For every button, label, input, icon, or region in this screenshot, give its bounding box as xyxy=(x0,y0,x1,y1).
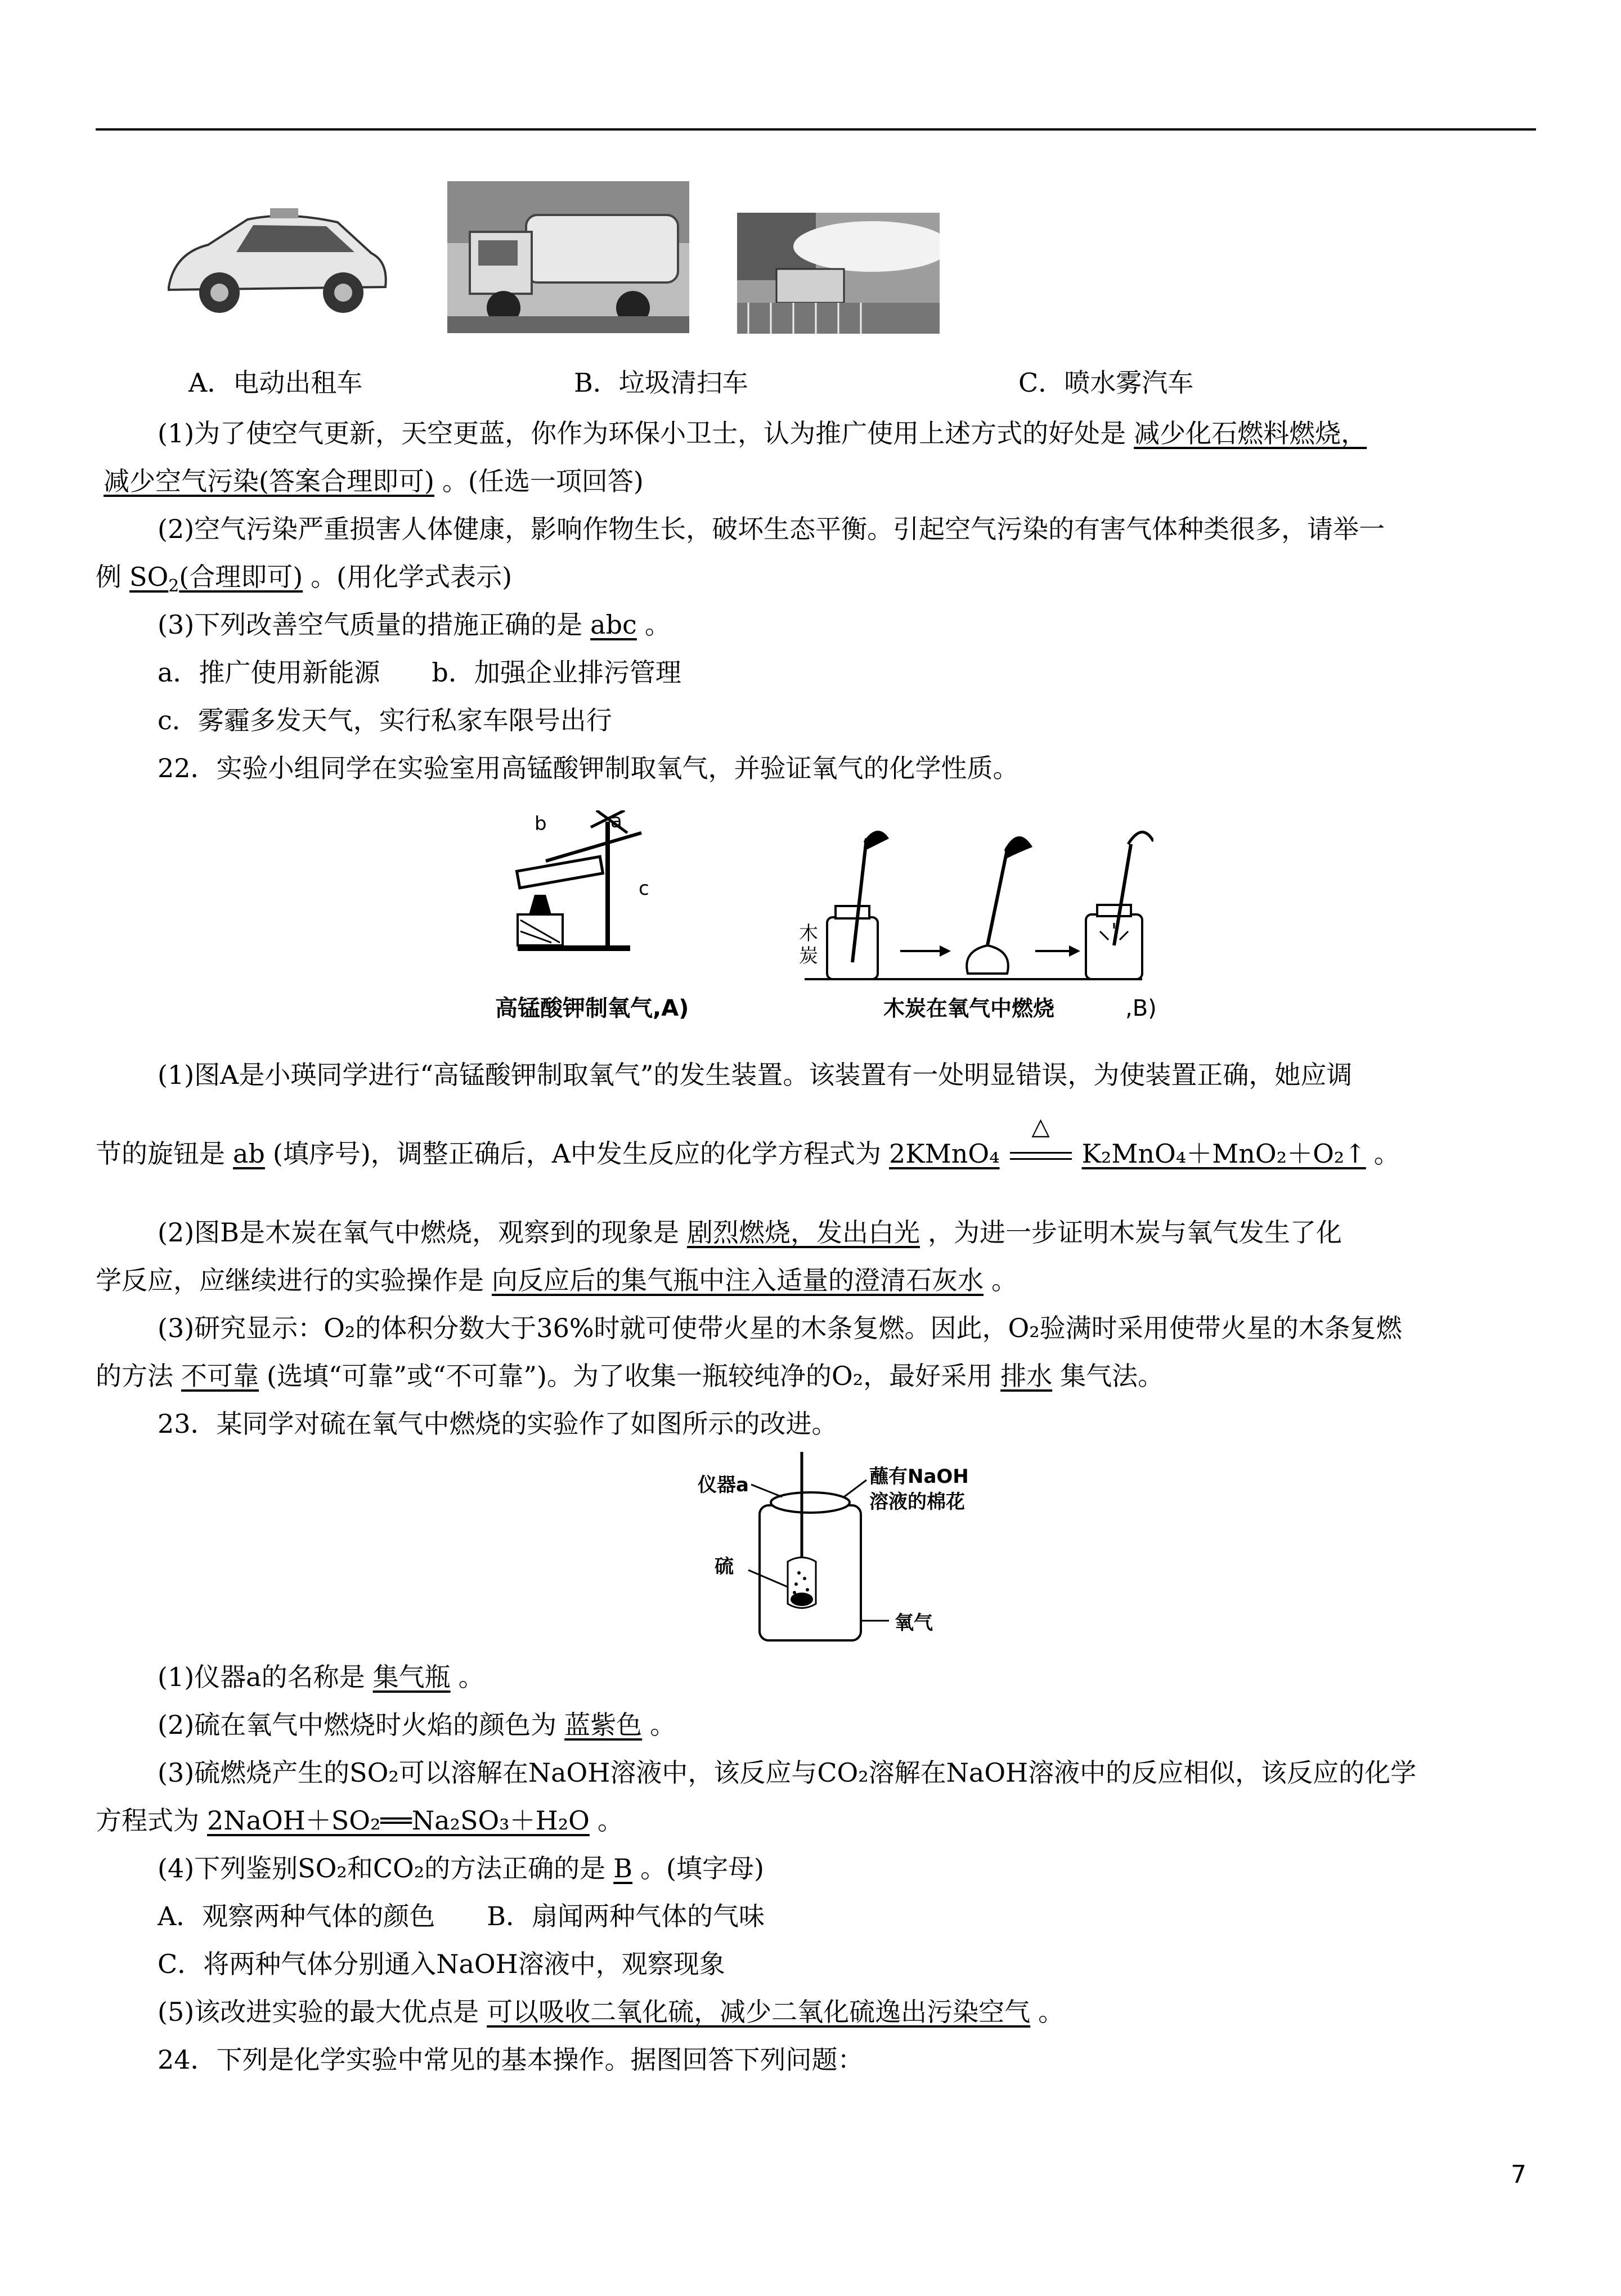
q24-stem: 24．下列是化学实验中常见的基本操作。据图回答下列问题： xyxy=(158,2044,864,2075)
figure-sulfur-combustion-apparatus xyxy=(698,1452,990,1649)
label-oxygen: 氧气 xyxy=(895,1612,933,1634)
q22-part2-cont: 学反应，应继续进行的实验操作是 向反应后的集气瓶中注入适量的澄清石灰水 。 xyxy=(96,1265,1017,1295)
fig-b-label-charcoal: 炭 xyxy=(799,945,818,967)
q21-part2-cont: 例 $SO_2$(合理即可) 。(用化学式表示) xyxy=(96,562,513,597)
figure-b-caption: 木炭在氧气中燃烧 xyxy=(883,996,1055,1021)
street-sweeper-image xyxy=(447,181,689,333)
q23-answer2: 蓝紫色 xyxy=(564,1710,643,1740)
q21-part1-cont: 减少空气污染(答案合理即可) 。(任选一项回答) xyxy=(96,464,644,498)
q21-answer2: $SO_2$(合理即可) xyxy=(129,562,303,597)
heat-condition-symbol: △ xyxy=(1031,1113,1050,1140)
q22-equation: 2KMnO₄ △ K₂MnO₄＋MnO₂＋O₂↑ xyxy=(881,1138,1374,1169)
q21-answer1b: 减少空气污染(答案合理即可) xyxy=(104,466,434,496)
q21-options-ab: a．推广使用新能源 b．加强企业排污管理 xyxy=(158,657,681,688)
q21-part3: (3)下列改善空气质量的措施正确的是 abc 。 xyxy=(158,609,671,640)
q21-part2: (2)空气污染严重损害人体健康，影响作物生长，破坏生态平衡。引起空气污染的有害气体种类很多，请举一 xyxy=(158,514,1385,544)
q23-answer1: 集气瓶 xyxy=(372,1662,451,1692)
q23-part2: (2)硫在氧气中燃烧时火焰的颜色为 蓝紫色 。 xyxy=(158,1710,676,1740)
q23-options-ab: A．观察两种气体的颜色 B．扇闻两种气体的气味 xyxy=(158,1901,765,1931)
q22-part1: (1)图A是小瑛同学进行“高锰酸钾制取氧气”的发生装置。该装置有一处明显错误，为使装置正确，她应调 xyxy=(158,1060,1353,1090)
top-rule xyxy=(96,128,1536,131)
fig-a-label-b: b xyxy=(535,813,547,835)
q23-answer4: B xyxy=(613,1853,632,1884)
q21-answer3: abc xyxy=(590,609,637,640)
page-number: 7 xyxy=(1511,2160,1526,2189)
label-naoh-cotton-1: 蘸有NaOH xyxy=(869,1465,969,1488)
q22-part1-cont: 节的旋钮是 ab (填序号)，调整正确后，A中发生反应的化学方程式为 2KMnO₄ △ K₂MnO₄＋MnO₂＋O₂↑ 。 xyxy=(96,1137,1400,1171)
q22-stem: 22．实验小组同学在实验室用高锰酸钾制取氧气，并验证氧气的化学性质。 xyxy=(158,753,1019,783)
figure-a-caption: 高锰酸钾制氧气,A) xyxy=(495,995,689,1021)
q23-part4: (4)下列鉴别SO₂和CO₂的方法正确的是 B 。(填字母) xyxy=(158,1853,764,1884)
label-naoh-cotton-2: 溶液的棉花 xyxy=(869,1491,965,1513)
option-b-label: B．垃圾清扫车 xyxy=(574,367,748,398)
q22-part3: (3)研究显示：O₂的体积分数大于36%时就可使带火星的木条复燃。因此，O₂验满时采用使带火星的木条复燃 xyxy=(158,1313,1402,1343)
figure-b-suffix: ,B) xyxy=(1125,995,1157,1021)
q23-part3: (3)硫燃烧产生的SO₂可以溶解在NaOH溶液中，该反应与CO₂溶解在NaOH溶液中的反应相似，该反应的化学 xyxy=(158,1757,1417,1788)
q22-part2: (2)图B是木炭在氧气中燃烧，观察到的现象是 剧烈燃烧，发出白光 ，为进一步证明木炭与氧气发生了化 xyxy=(158,1217,1342,1248)
label-instrument-a: 仪器a xyxy=(698,1474,749,1496)
q21-option-c: c．雾霾多发天气，实行私家车限号出行 xyxy=(158,705,612,736)
figure-b-charcoal-burning xyxy=(793,816,1153,990)
q23-stem: 23．某同学对硫在氧气中燃烧的实验作了如图所示的改进。 xyxy=(158,1409,838,1439)
q23-answer5: 可以吸收二氧化硫，减少二氧化硫逸出污染空气 xyxy=(487,1997,1031,2027)
option-c-label: C．喷水雾汽车 xyxy=(1018,367,1194,398)
fig-b-label-wood: 木 xyxy=(799,922,818,945)
q23-part1: (1)仪器a的名称是 集气瓶 。 xyxy=(158,1662,484,1692)
mist-sprayer-truck-image xyxy=(737,213,940,334)
q23-part5: (5)该改进实验的最大优点是 可以吸收二氧化硫，减少二氧化硫逸出污染空气 。 xyxy=(158,1997,1065,2027)
q23-option-c: C．将两种气体分别通入NaOH溶液中，观察现象 xyxy=(158,1949,725,1979)
q21-part1: (1)为了使空气更新，天空更蓝，你作为环保小卫士，认为推广使用上述方式的好处是 减少化石燃料燃烧， xyxy=(158,416,1375,450)
electric-taxi-image xyxy=(158,191,394,332)
q22-answer3b: 排水 xyxy=(1000,1361,1053,1391)
q21-answer1a: 减少化石燃料燃烧， xyxy=(1134,418,1367,449)
q22-part3-cont: 的方法 不可靠 (选填“可靠”或“不可靠”)。为了收集一瓶较纯净的O₂，最好采用 排水 集气法。 xyxy=(96,1361,1164,1391)
fig-a-label-a: a xyxy=(610,810,622,832)
q23-part3-cont: 方程式为 2NaOH＋SO₂══Na₂SO₃＋H₂O 。 xyxy=(96,1805,623,1836)
fig-a-label-c: c xyxy=(639,877,649,900)
q22-answer2b: 向反应后的集气瓶中注入适量的澄清石灰水 xyxy=(492,1265,984,1295)
label-sulfur: 硫 xyxy=(715,1555,734,1578)
q22-answer1: ab xyxy=(233,1138,265,1169)
figure-a-kmno4-apparatus xyxy=(495,810,675,957)
q23-answer3: 2NaOH＋SO₂══Na₂SO₃＋H₂O xyxy=(207,1805,590,1836)
q22-answer3: 不可靠 xyxy=(181,1361,259,1391)
q22-answer2: 剧烈燃烧，发出白光 xyxy=(686,1217,920,1248)
option-a-label: A．电动出租车 xyxy=(188,367,363,398)
